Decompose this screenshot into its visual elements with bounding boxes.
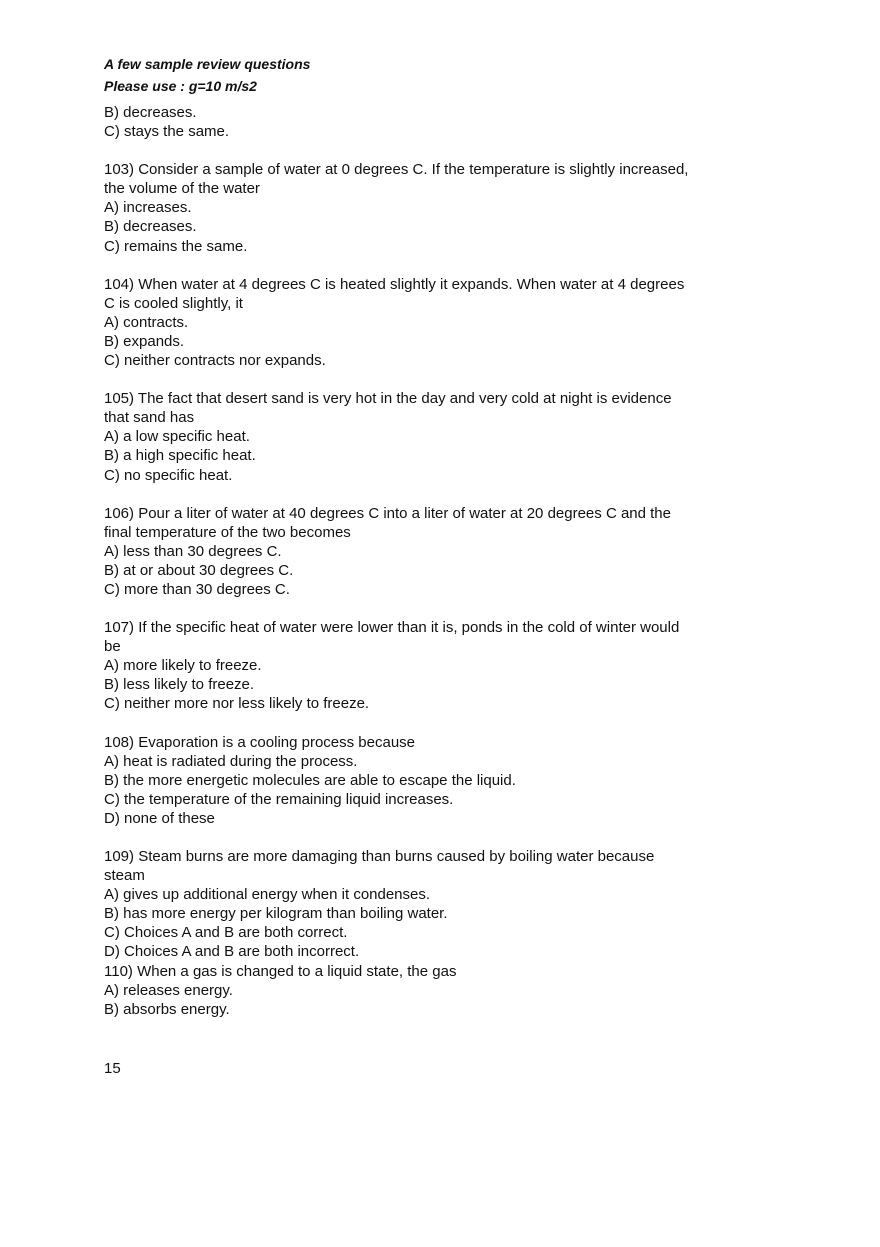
option: A) releases energy. xyxy=(104,981,233,999)
option: D) Choices A and B are both incorrect. xyxy=(104,943,360,961)
option: C) more than 30 degrees C. xyxy=(104,580,290,598)
question-stem: C is cooled slightly, it xyxy=(104,294,243,312)
option: A) increases. xyxy=(104,199,192,217)
option: A) a low specific heat. xyxy=(104,428,250,446)
option: B) a high specific heat. xyxy=(104,447,256,465)
question-stem: 109) Steam burns are more damaging than burns caused by boiling water because xyxy=(104,848,655,865)
question-110 xyxy=(104,962,744,1019)
option: A) more likely to freeze. xyxy=(104,657,262,675)
question-stem: the volume of the water xyxy=(104,180,260,198)
option: A) contracts. xyxy=(104,313,189,331)
continuation-block xyxy=(104,103,744,141)
option: C) the temperature of the remaining liquid increases. xyxy=(104,790,454,808)
option: B) has more energy per kilogram than boiling water. xyxy=(104,905,448,923)
option: C) neither more nor less likely to freeze. xyxy=(104,695,370,713)
question-stem: be xyxy=(104,638,121,656)
header-title: A few sample review questions xyxy=(104,56,311,72)
option: B) expands. xyxy=(104,332,185,350)
question-stem: that sand has xyxy=(104,409,195,427)
question-106 xyxy=(104,504,744,599)
question-stem: 103) Consider a sample of water at 0 degrees C. If the temperature is slightly increased, xyxy=(104,161,689,179)
question-stem: 106) Pour a liter of water at 40 degrees C into a liter of water at 20 degrees C and the xyxy=(104,504,671,522)
option: B) absorbs energy. xyxy=(104,1000,230,1018)
page-number: 15 xyxy=(104,1060,121,1077)
question-stem: 107) If the specific heat of water were lower than it is, ponds in the cold of winter would xyxy=(104,619,680,637)
header-note: Please use : g=10 m/s2 xyxy=(104,78,257,94)
option: B) the more energetic molecules are able to escape the liquid. xyxy=(104,771,516,789)
option: B) decreases. xyxy=(104,218,197,236)
question-stem: final temperature of the two becomes xyxy=(104,523,351,541)
page-header xyxy=(104,53,744,97)
question-103 xyxy=(104,160,744,255)
question-105 xyxy=(104,389,744,484)
option: C) remains the same. xyxy=(104,237,248,255)
option: B) decreases. xyxy=(104,104,197,121)
question-104 xyxy=(104,275,744,370)
question-stem: 104) When water at 4 degrees C is heated slightly it expands. When water at 4 degrees xyxy=(104,275,685,293)
option: C) no specific heat. xyxy=(104,466,233,484)
option: A) gives up additional energy when it condenses. xyxy=(104,886,431,904)
option: D) none of these xyxy=(104,809,215,827)
question-107 xyxy=(104,618,744,713)
option: A) less than 30 degrees C. xyxy=(104,542,282,560)
question-stem: 105) The fact that desert sand is very hot in the day and very cold at night is evidence xyxy=(104,390,672,408)
option: B) at or about 30 degrees C. xyxy=(104,561,294,579)
option: A) heat is radiated during the process. xyxy=(104,752,358,770)
option: C) stays the same. xyxy=(104,123,230,141)
question-stem: 110) When a gas is changed to a liquid state, the gas xyxy=(104,962,457,980)
option: B) less likely to freeze. xyxy=(104,676,255,694)
question-108 xyxy=(104,733,744,828)
option: C) neither contracts nor expands. xyxy=(104,352,326,370)
question-stem: steam xyxy=(104,867,145,885)
option: C) Choices A and B are both correct. xyxy=(104,924,348,942)
question-stem: 108) Evaporation is a cooling process because xyxy=(104,733,416,751)
question-109 xyxy=(104,847,744,962)
questions-content xyxy=(104,103,744,1038)
